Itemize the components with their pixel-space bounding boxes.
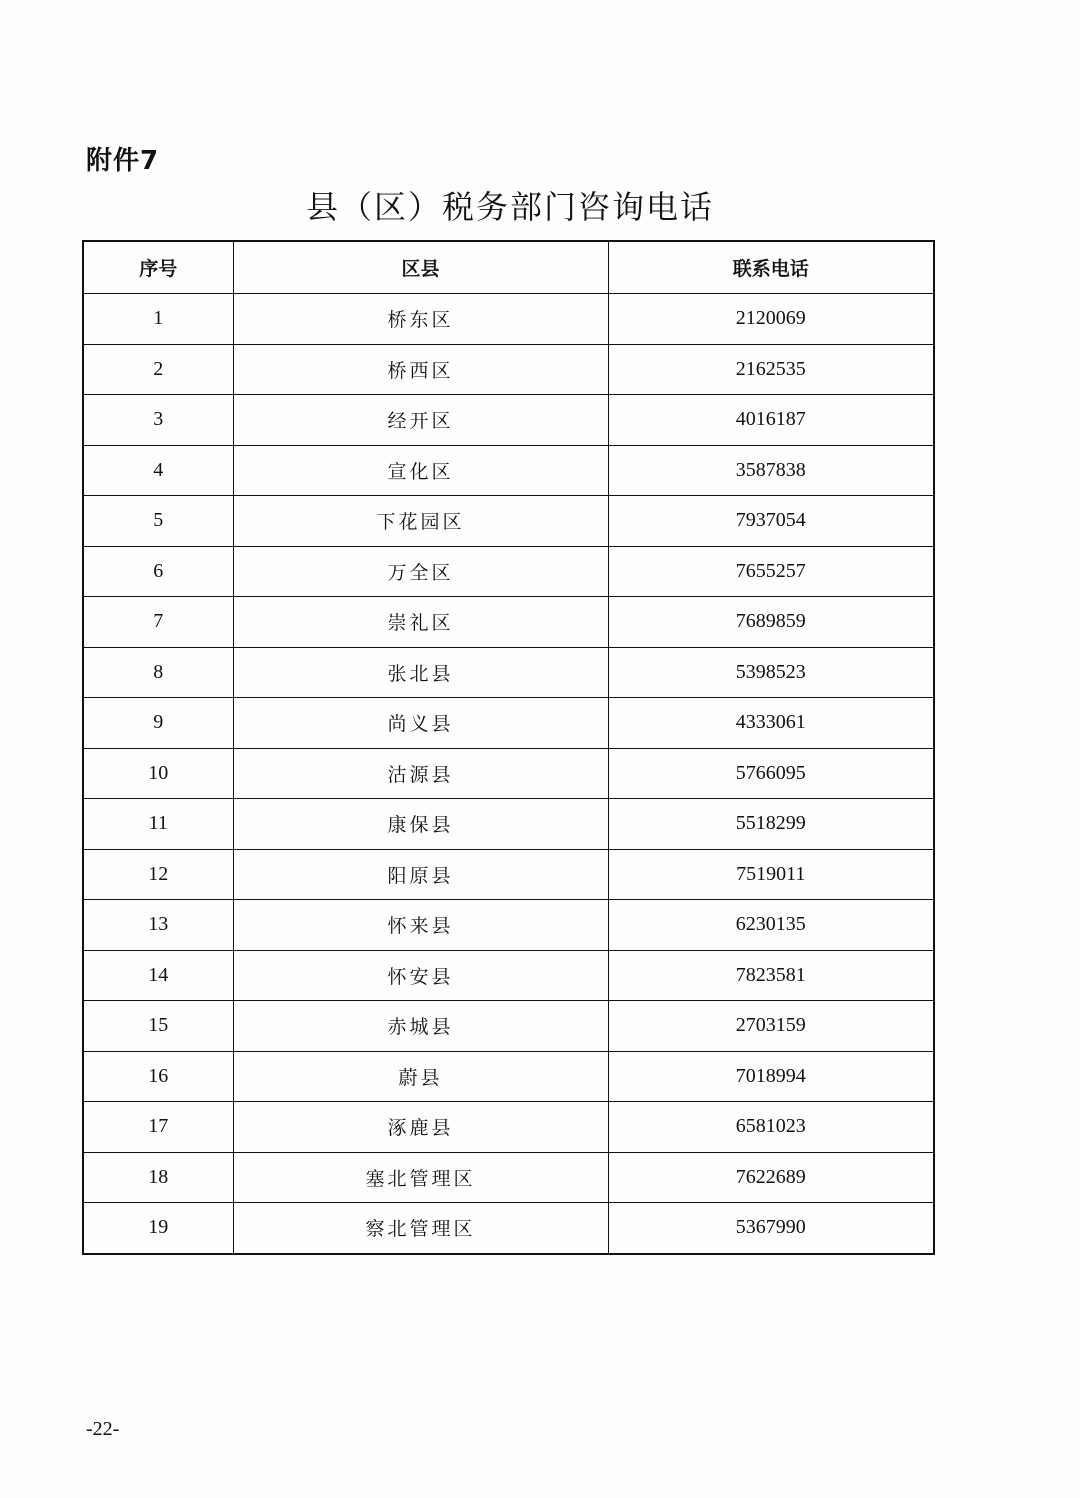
cell-phone: 5518299 [608, 799, 934, 850]
cell-serial-number: 6 [83, 546, 233, 597]
cell-serial-number: 7 [83, 597, 233, 648]
table-row [83, 445, 934, 496]
table-row [83, 950, 934, 1001]
page-title: 县（区）税务部门咨询电话 [305, 188, 714, 226]
page-number: -22- [86, 1418, 120, 1440]
cell-phone: 5398523 [608, 647, 934, 698]
cell-phone: 2120069 [608, 294, 934, 345]
cell-phone: 7937054 [608, 496, 934, 547]
table-row [83, 698, 934, 749]
cell-serial-number: 17 [83, 1102, 233, 1153]
header-serial-number: 序号 [83, 241, 233, 294]
cell-serial-number: 11 [83, 799, 233, 850]
table-row [83, 597, 934, 648]
cell-phone: 5766095 [608, 748, 934, 799]
cell-district: 桥东区 [233, 294, 608, 345]
table-header-row [83, 241, 934, 294]
table-row [83, 546, 934, 597]
table-row [83, 1102, 934, 1153]
table-row [83, 344, 934, 395]
cell-district: 张北县 [233, 647, 608, 698]
cell-phone: 7018994 [608, 1051, 934, 1102]
table-row [83, 849, 934, 900]
cell-district: 赤城县 [233, 1001, 608, 1052]
table-row [83, 395, 934, 446]
cell-phone: 7655257 [608, 546, 934, 597]
cell-district: 康保县 [233, 799, 608, 850]
cell-district: 涿鹿县 [233, 1102, 608, 1153]
cell-serial-number: 5 [83, 496, 233, 547]
table-row [83, 294, 934, 345]
cell-phone: 4016187 [608, 395, 934, 446]
cell-district: 察北管理区 [233, 1203, 608, 1254]
cell-district: 怀来县 [233, 900, 608, 951]
table-row [83, 799, 934, 850]
cell-serial-number: 14 [83, 950, 233, 1001]
cell-district: 蔚县 [233, 1051, 608, 1102]
cell-phone: 2703159 [608, 1001, 934, 1052]
cell-phone: 5367990 [608, 1203, 934, 1254]
cell-serial-number: 2 [83, 344, 233, 395]
table-row [83, 1152, 934, 1203]
cell-serial-number: 1 [83, 294, 233, 345]
header-contact-phone: 联系电话 [608, 241, 934, 294]
attachment-label: 附件7 [86, 146, 160, 176]
cell-district: 怀安县 [233, 950, 608, 1001]
cell-district: 宣化区 [233, 445, 608, 496]
cell-district: 阳原县 [233, 849, 608, 900]
cell-serial-number: 3 [83, 395, 233, 446]
cell-phone: 6581023 [608, 1102, 934, 1153]
cell-district: 万全区 [233, 546, 608, 597]
cell-phone: 6230135 [608, 900, 934, 951]
table-row [83, 1051, 934, 1102]
cell-phone: 7823581 [608, 950, 934, 1001]
header-district: 区县 [233, 241, 608, 294]
cell-serial-number: 4 [83, 445, 233, 496]
cell-phone: 7689859 [608, 597, 934, 648]
cell-serial-number: 19 [83, 1203, 233, 1254]
cell-district: 下花园区 [233, 496, 608, 547]
cell-serial-number: 18 [83, 1152, 233, 1203]
cell-serial-number: 12 [83, 849, 233, 900]
cell-serial-number: 16 [83, 1051, 233, 1102]
cell-phone: 4333061 [608, 698, 934, 749]
cell-district: 桥西区 [233, 344, 608, 395]
cell-phone: 3587838 [608, 445, 934, 496]
cell-phone: 7622689 [608, 1152, 934, 1203]
cell-district: 崇礼区 [233, 597, 608, 648]
table-row [83, 748, 934, 799]
cell-phone: 7519011 [608, 849, 934, 900]
cell-serial-number: 9 [83, 698, 233, 749]
table-row [83, 900, 934, 951]
table-row [83, 647, 934, 698]
cell-serial-number: 13 [83, 900, 233, 951]
cell-serial-number: 15 [83, 1001, 233, 1052]
cell-district: 经开区 [233, 395, 608, 446]
cell-district: 沽源县 [233, 748, 608, 799]
cell-phone: 2162535 [608, 344, 934, 395]
cell-district: 塞北管理区 [233, 1152, 608, 1203]
cell-district: 尚义县 [233, 698, 608, 749]
cell-serial-number: 8 [83, 647, 233, 698]
table-body [83, 294, 934, 1254]
cell-serial-number: 10 [83, 748, 233, 799]
table-row [83, 496, 934, 547]
consultation-phone-table [82, 240, 935, 1255]
table-row [83, 1203, 934, 1254]
table-row [83, 1001, 934, 1052]
